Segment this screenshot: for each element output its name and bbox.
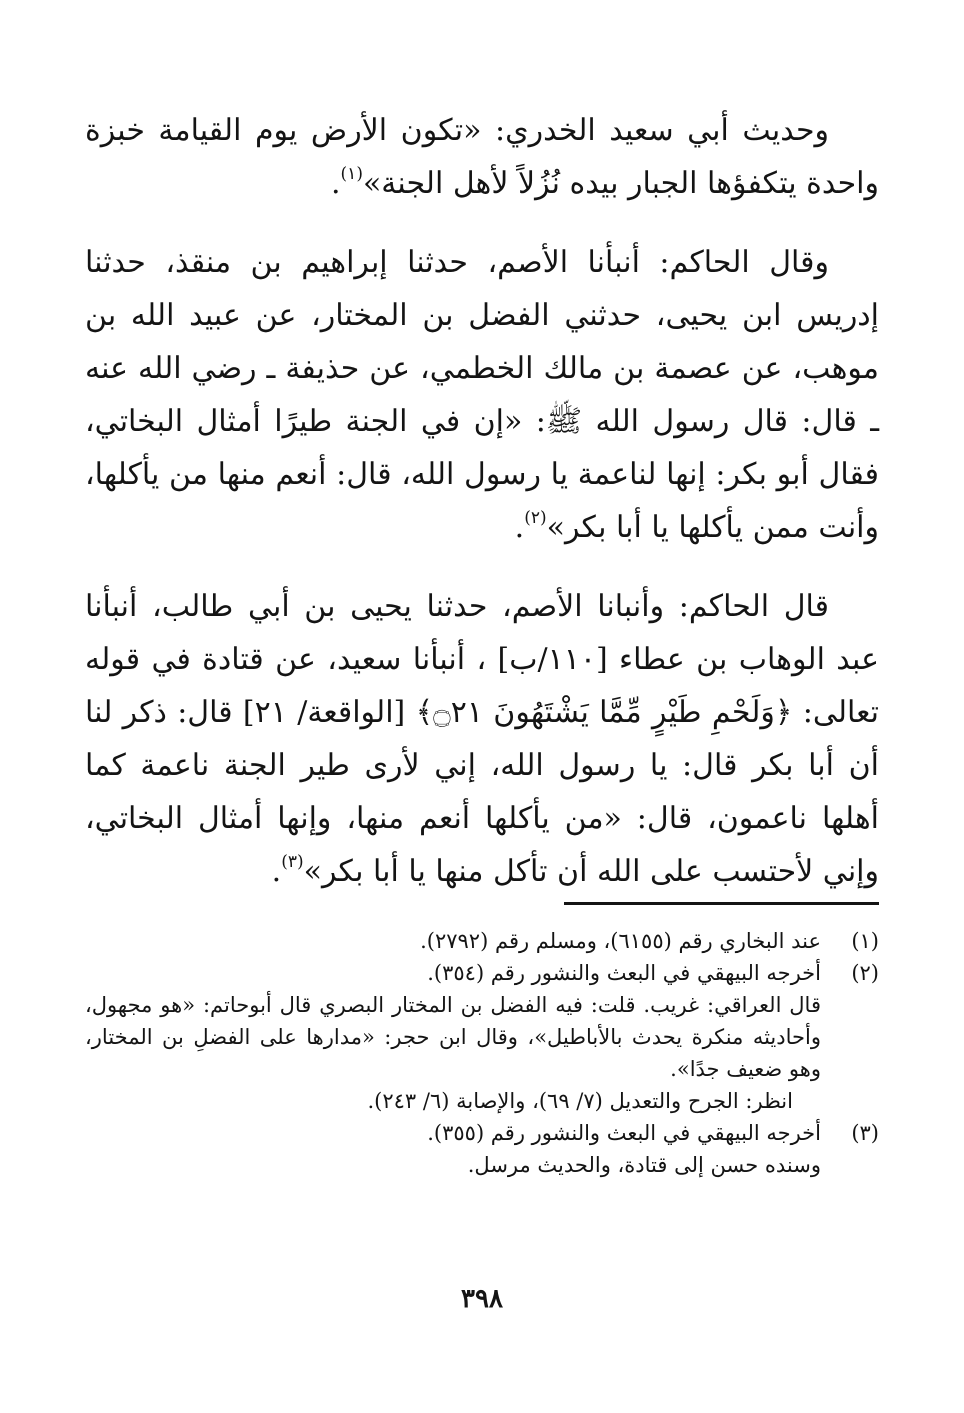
paragraph-3-text-after: [الواقعة/ ٢١] قال: ذكر لنا أن أبا بكر قال: يا رسول الله، إني لأرى طير الجنة ناعمة كما أهلها ناعمون، قال: «من يأكلها أنعم منها، وإنها أمثال البخاتي، وإني لأحتسب على الله أن تأكل منها يا أبا بكر» (85, 695, 879, 889)
paragraph-3 (85, 580, 879, 898)
page-number: ٣٩٨ (461, 1284, 503, 1314)
footnote-1-text: عند البخاري رقم (٦١٥٥)، ومسلم رقم (٢٧٩٢). (420, 929, 821, 953)
footnote-2-text: أخرجه البيهقي في البعث والنشور رقم (٣٥٤). (427, 961, 821, 985)
main-text (85, 104, 879, 898)
paragraph-3-tail: . (271, 854, 282, 889)
paragraph-1-tail: . (330, 166, 341, 201)
footnote-separator (564, 902, 879, 905)
paragraph-1-text: وحديث أبي سعيد الخدري: «تكون الأرض يوم القيامة خبزة واحدة يتكفؤها الجبار بيده نُزُلاً لأهل الجنة» (85, 113, 879, 201)
footnote-ref-1: (١) (340, 164, 363, 184)
paragraph-2-text: وقال الحاكم: أنبأنا الأصم، حدثنا إبراهيم بن منقذ، حدثنا إدريس ابن يحيى، حدثني الفضل بن المختار، عن عبيد الله بن موهب، عن عصمة بن مالك الخطمي، عن حذيفة ـ رضي الله عنه ـ قال: قال رسول الله ﷺ: «إن في الجنة طيرًا أمثال البخاتي، فقال أبو بكر: إنها لناعمة يا رسول الله، قال: أنعم منها من يأكلها، وأنت ممن يأكلها يا أبا بكر» (85, 245, 879, 545)
footnote-2-references: انظر: الجرح والتعديل (٧/ ٦٩)، والإصابة (٦/ ٢٤٣). (367, 1089, 793, 1113)
paragraph-2-tail: . (514, 510, 525, 545)
paragraph-1 (85, 104, 879, 210)
footnote-2-commentary: قال العراقي: غريب. قلت: فيه الفضل بن المختار البصري قال أبوحاتم: «هو مجهول، وأحاديثه منكرة يحدث بالأباطيل»، وقال ابن حجر: «مدارها على الفضلِ بن المختار، وهو ضعيف جدًا». (85, 993, 821, 1081)
paragraph-2 (85, 236, 879, 554)
footnote-3-text: أخرجه البيهقي في البعث والنشور رقم (٣٥٥). (427, 1121, 821, 1145)
footnote-3-commentary: وسنده حسن إلى قتادة، والحديث مرسل. (467, 1153, 821, 1177)
paragraph-3-text-before: قال الحاكم: وأنبانا الأصم، حدثنا يحيى بن أبي طالب، أنبأنا عبد الوهاب بن عطاء [١١٠/ب] ، أنبأنا سعيد، عن قتادة في قوله تعالى: (85, 589, 879, 730)
footnote-1-number: (١) (851, 929, 879, 953)
footnote-2-number: (٢) (851, 961, 879, 985)
quran-verse: ﴿وَلَحْمِ طَيْرٍ مِّمَّا يَشْتَهُونَ ۝٢١﴾ (415, 695, 793, 730)
footnote-3 (85, 1117, 879, 1149)
footnotes (85, 925, 879, 1181)
footnote-2 (85, 957, 879, 989)
footnote-ref-3: (٣) (281, 852, 304, 872)
footnote-ref-2: (٢) (524, 508, 547, 528)
footnote-3-number: (٣) (851, 1121, 879, 1145)
footnote-1 (85, 925, 879, 957)
